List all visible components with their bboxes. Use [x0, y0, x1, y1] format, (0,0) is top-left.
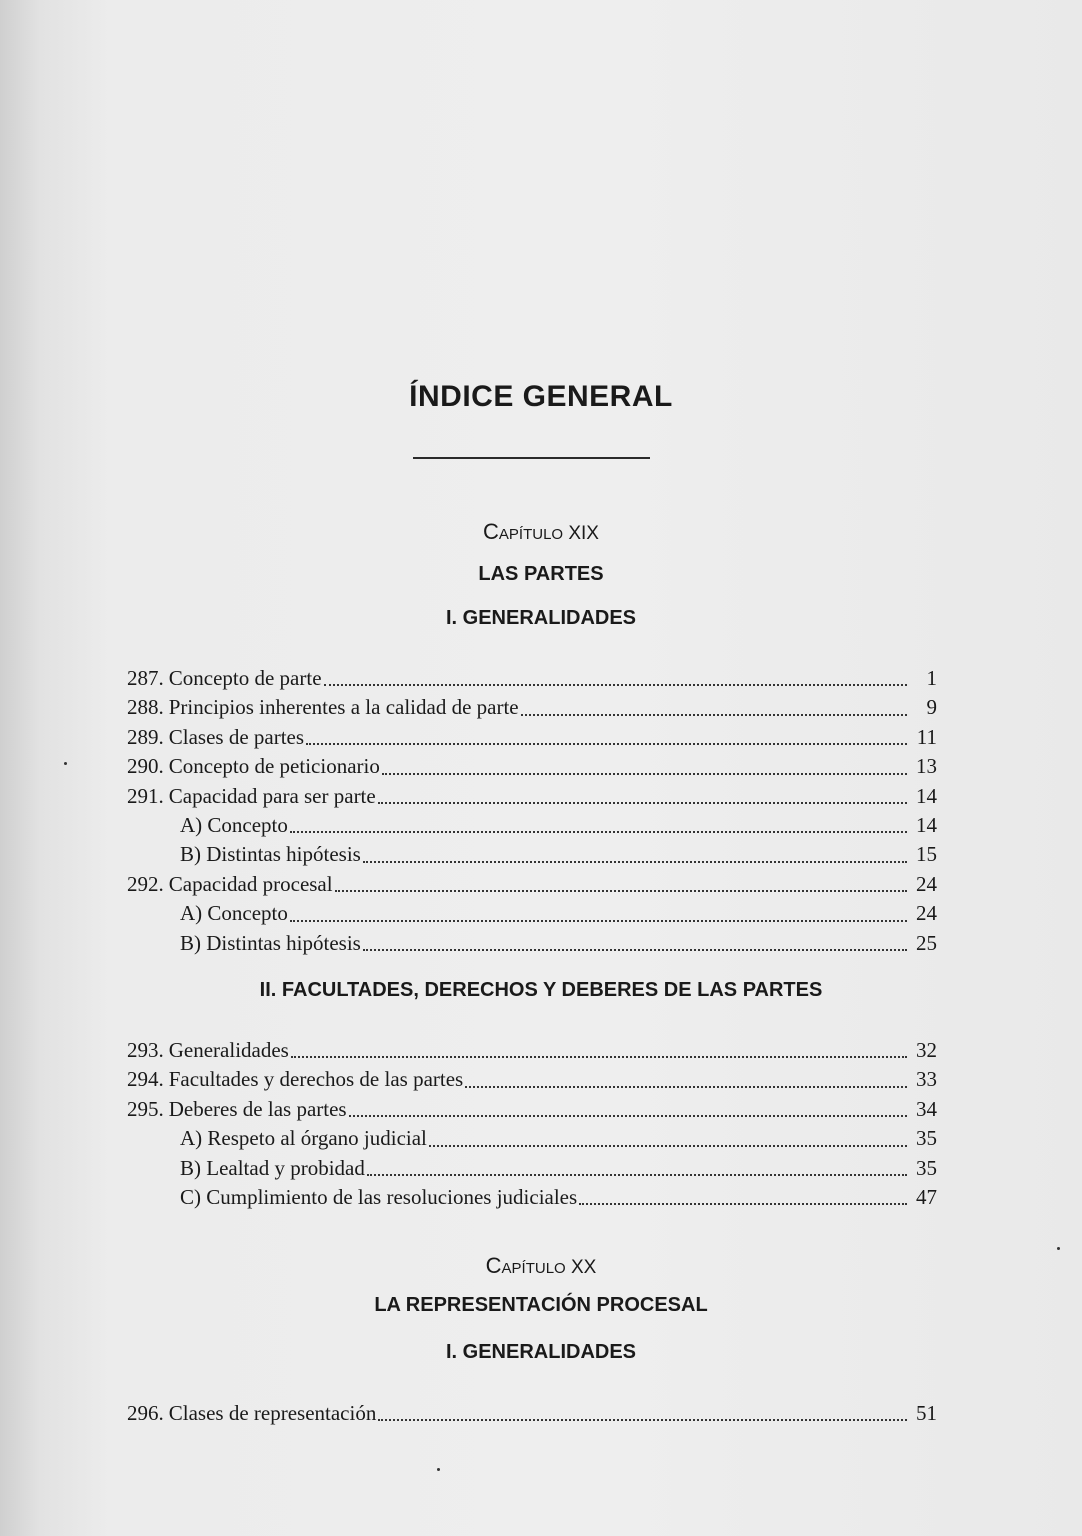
toc-entry: 296. Clases de representación 51 — [127, 1401, 937, 1425]
toc-subentry: B) Lealtad y probidad 35 — [180, 1155, 937, 1180]
page-title: ÍNDICE GENERAL — [409, 380, 673, 413]
scan-speck — [1057, 1247, 1060, 1250]
toc-block-2 — [127, 1036, 937, 1212]
chapter-19-label: CAPÍTULO XIX — [483, 519, 599, 544]
toc-entry: 291. Capacidad para ser parte 14 — [127, 783, 937, 808]
toc-block-1 — [127, 664, 937, 958]
section-heading: I. GENERALIDADES — [445, 1341, 637, 1363]
section-heading: I. GENERALIDADES — [445, 607, 637, 629]
toc-subentry: A) Concepto 14 — [180, 812, 937, 837]
toc-subentry: B) Distintas hipótesis 15 — [180, 842, 937, 867]
chapter-20-title: LA REPRESENTACIÓN PROCESAL — [374, 1294, 708, 1316]
toc-entry: 287. Concepto de parte 1 — [127, 666, 937, 690]
scan-speck — [64, 762, 67, 765]
toc-subentry: B) Distintas hipótesis 25 — [180, 930, 937, 955]
toc-entry: 294. Facultades y derechos de las partes 33 — [127, 1067, 937, 1092]
toc-block-3 — [127, 1399, 937, 1428]
toc-entry: 290. Concepto de peticionario 13 — [127, 754, 937, 779]
section-heading: II. FACULTADES, DERECHOS Y DEBERES DE LAS PARTES — [259, 979, 823, 1001]
title-rule — [413, 457, 650, 459]
chapter-19-title: LAS PARTES — [478, 563, 604, 585]
toc-entry: 292. Capacidad procesal 24 — [127, 871, 937, 896]
toc-subentry: C) Cumplimiento de las resoluciones judiciales 47 — [180, 1184, 937, 1209]
toc-subentry: A) Respeto al órgano judicial 35 — [180, 1126, 937, 1151]
toc-subentry: A) Concepto 24 — [180, 901, 937, 926]
toc-entry: 293. Generalidades 32 — [127, 1038, 937, 1062]
scan-speck — [437, 1468, 440, 1471]
chapter-20-label: CAPÍTULO XX — [485, 1253, 597, 1278]
toc-entry: 288. Principios inherentes a la calidad de parte 9 — [127, 695, 937, 720]
toc-entry: 295. Deberes de las partes 34 — [127, 1096, 937, 1121]
toc-entry: 289. Clases de partes 11 — [127, 724, 937, 749]
